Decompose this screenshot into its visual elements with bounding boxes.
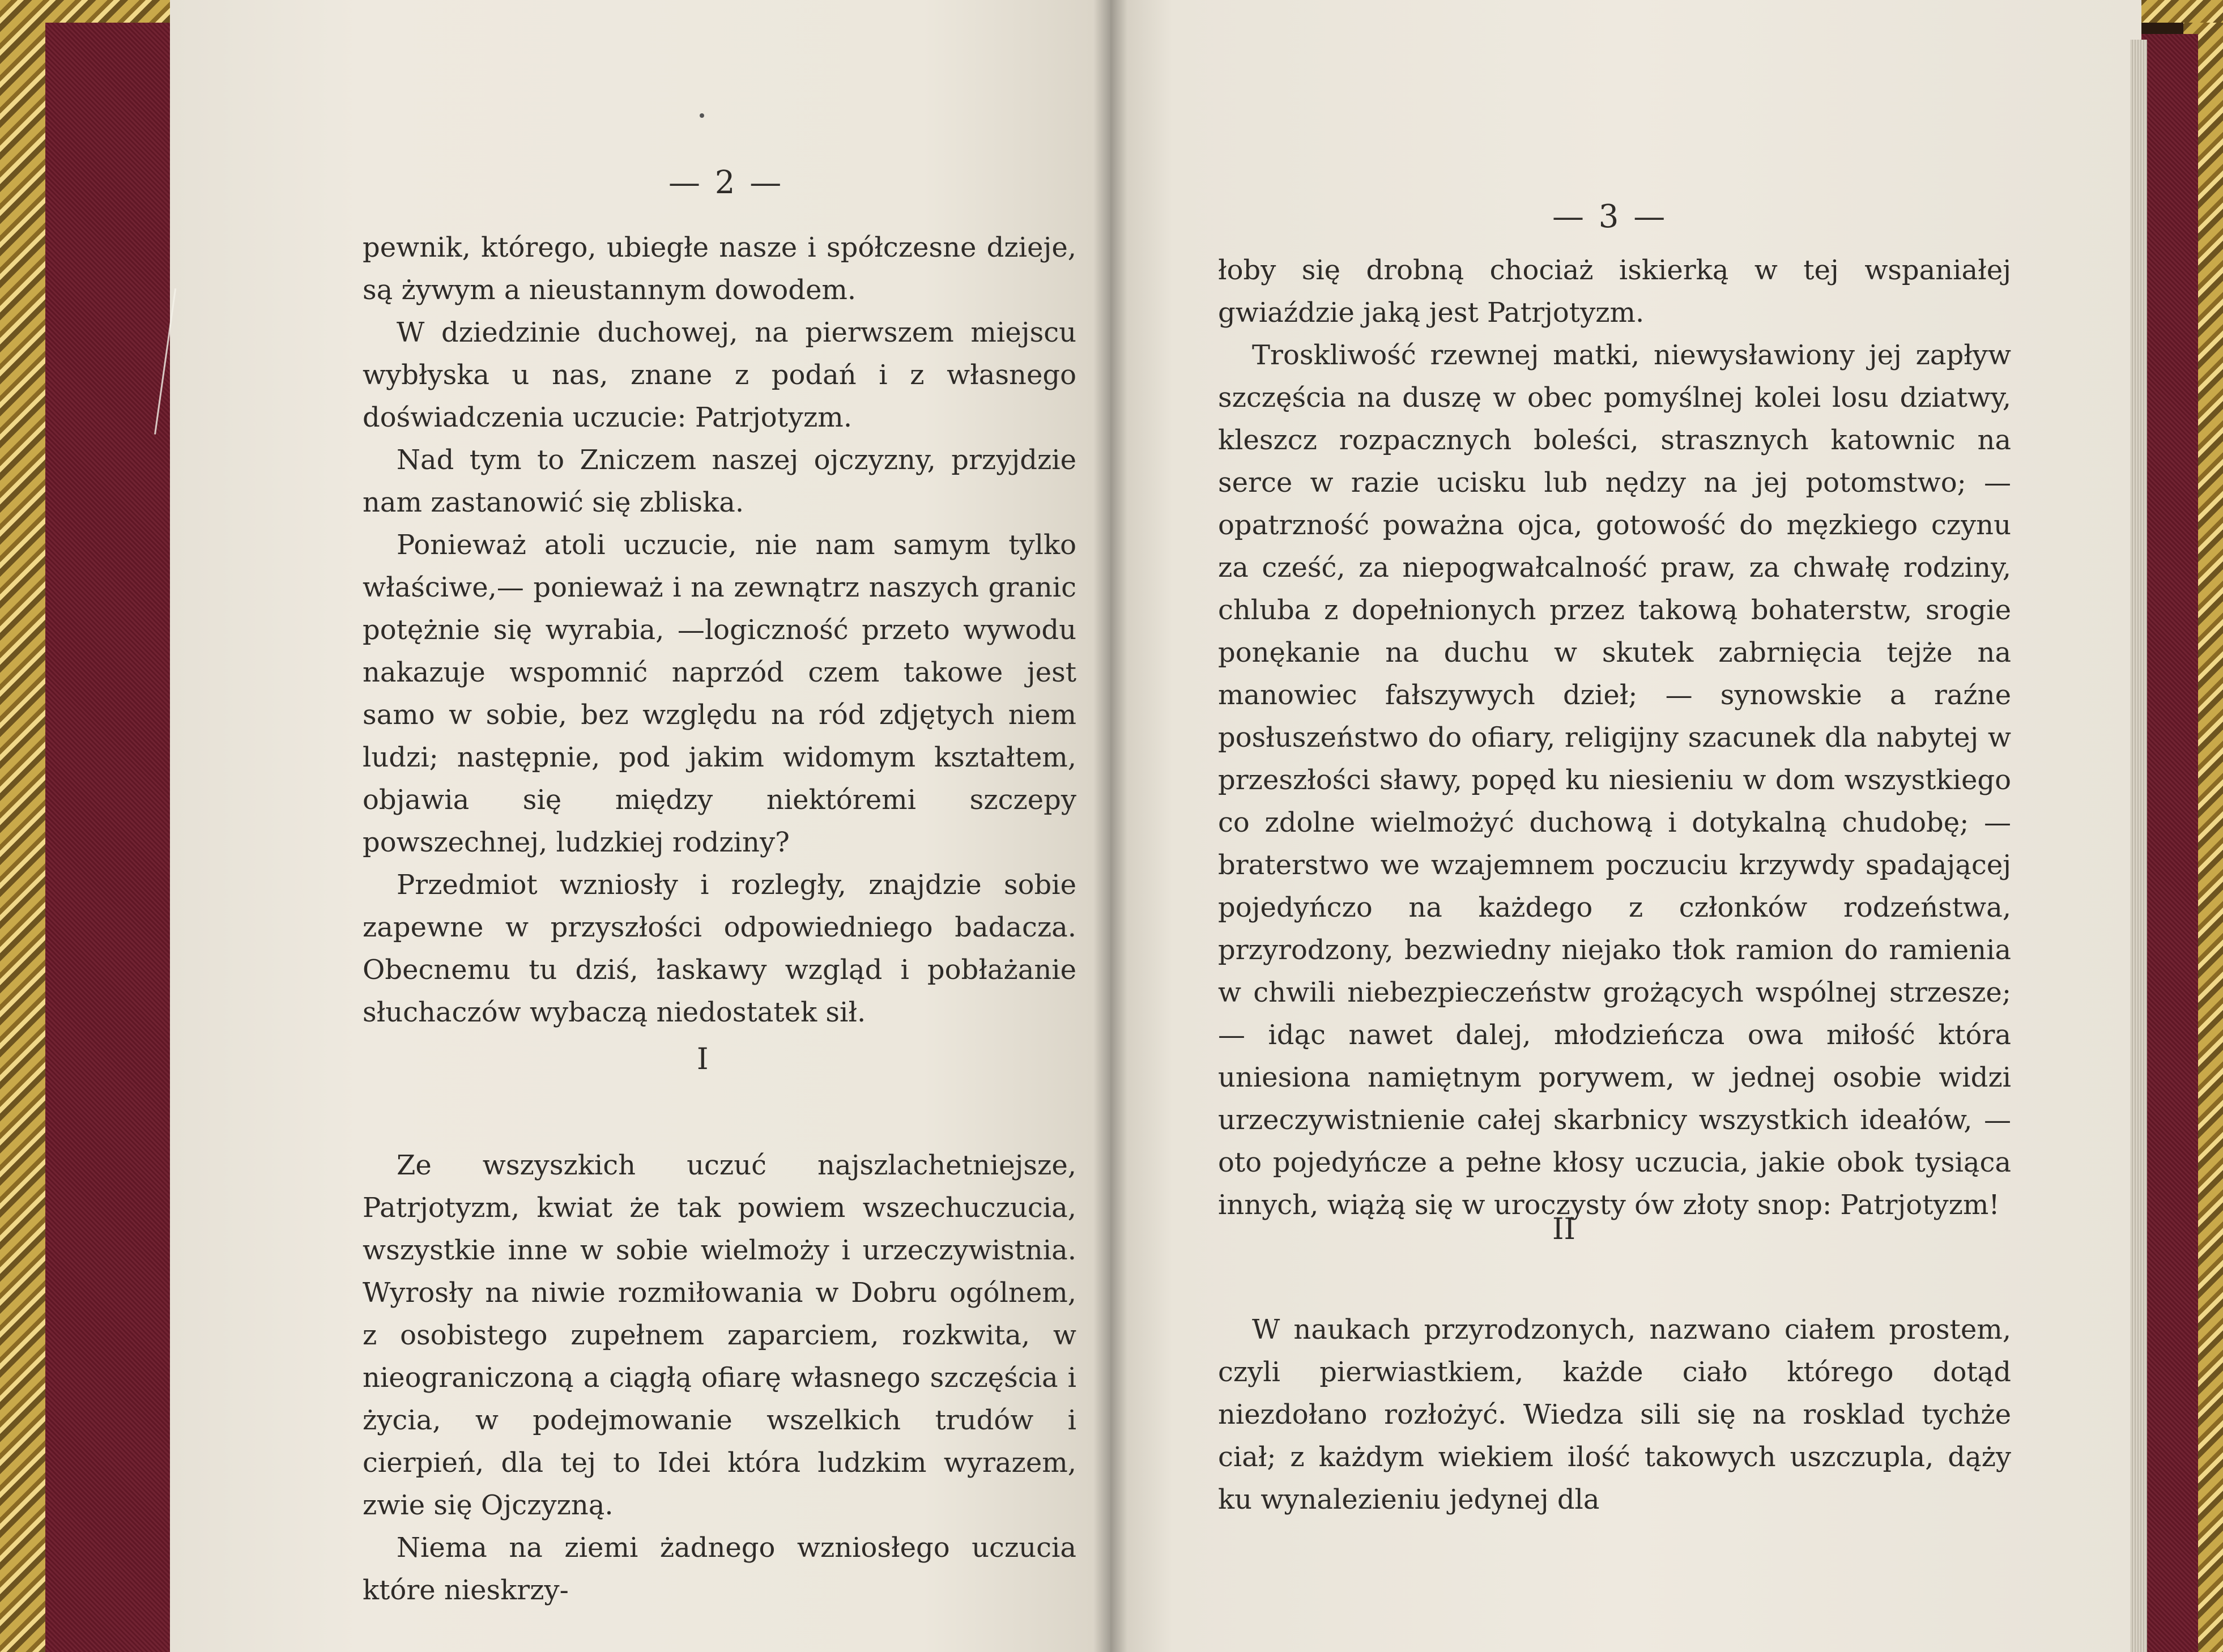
right-body-text bbox=[1218, 249, 2011, 1227]
paragraph: Przedmiot wzniosły i rozległy, znajdzie sobie zapewne w przyszłości odpowiedniego badacza. Obecnemu tu dziś, łaskawy wzgląd i pobłażanie słuchaczów wybaczą niedostatek sił. bbox=[363, 869, 1076, 1028]
paragraph: Nad tym to Zniczem naszej ojczyzny, przyjdzie nam zastanowić się zbliska. bbox=[363, 444, 1076, 518]
paragraph: Ponieważ atoli uczucie, nie nam samym tylko właściwe,— ponieważ i na zewnątrz naszych granic potężnie się wyrabia, —logiczność przeto wywodu nakazuje wspomnić naprzód czem takowe jest samo w sobie, bez względu na ród zdjętych niem ludzi; następnie, pod jakim widomym kształtem, objawia się między niektóremi szczepy powszechnej, ludzkiej rodziny? bbox=[363, 529, 1076, 858]
left-section-text bbox=[363, 1144, 1076, 1612]
paragraph: Troskliwość rzewnej matki, niewysławiony jej zapływ szczęścia na duszę w obec pomyślnej kolei losu dziatwy, kleszcz rozpacznych boleści, strasznych katownic na serce w razie ucisku lub nędzy na jej potomstwo; — opatrzność poważna ojca, gotowość do męzkiego czynu za cześć, za niepogwałcalność praw, za chwałę rodziny, chluba z dopełnionych przez takową bohaterstw, srogie ponękanie na duchu w skutek zabrnięcia tejże na manowiec fałszywych dzieł; — synowskie a raźne posłuszeństwo do ofiary, religijny szacunek dla nabytej w przeszłości sławy, popęd ku niesieniu w dom wszystkiego co zdolne wielmożyć duchową i dotykalną chudobę; — braterstwo we wzajemnem poczuciu krzywdy spadającej pojedyńczo na każdego z członków rodzeństwa, przyrodzony, bezwiedny niejako tłok ramion do ramienia w chwili niebezpieczeństw grożących wspólnej strzesze; — idąc nawet dalej, młodzieńcza owa miłość która uniesiona namiętnym porywem, w jednej osobie widzi urzeczywistnienie całej skarbnicy wszystkich ideałów, — oto pojedyńcze a pełne kłosy uczucia, jakie obok tysiąca innych, wiążą się w uroczysty ów złoty snop: Patrjotyzm! bbox=[1218, 339, 2011, 1221]
right-page bbox=[1110, 0, 2141, 1652]
right-section-text bbox=[1218, 1309, 2011, 1521]
page-number-left: — 2 — bbox=[668, 164, 784, 201]
section-heading-i: I bbox=[697, 1042, 709, 1076]
paragraph: Ze wszyszkich uczuć najszlachetniejsze, Patrjotyzm, kwiat że tak powiem wszechuczucia, wszystkie inne w sobie wielmoży i urzeczywistnia. Wyrosły na niwie rozmiłowania w Dobru ogólnem, z osobistego zupełnem zaparciem, rozkwita, w nieograniczoną a ciągłą ofiarę własnego szczęścia i życia, w podejmowanie wszelkich trudów i cierpień, dla tej to Idei która ludzkim wyrazem, zwie się Ojczyzną. bbox=[363, 1149, 1076, 1521]
section-heading-ii: II bbox=[1552, 1212, 1576, 1246]
page-edges bbox=[2130, 40, 2147, 1652]
paragraph: łoby się drobną chociaż iskierką w tej wspaniałej gwiaździe jaką jest Patrjotyzm. bbox=[1218, 254, 2011, 329]
left-body-text bbox=[363, 227, 1076, 1034]
paragraph: pewnik, którego, ubiegłe nasze i spółczesne dzieje, są żywym a nieustannym dowodem. bbox=[363, 232, 1076, 306]
ink-dot bbox=[700, 113, 704, 118]
page-number-right: — 3 — bbox=[1552, 198, 1668, 235]
binding-gold-edge-left bbox=[0, 0, 51, 1652]
book-gutter bbox=[1093, 0, 1127, 1652]
paragraph: Niema na ziemi żadnego wzniosłego uczucia które nieskrzy- bbox=[363, 1532, 1076, 1606]
paragraph: W dziedzinie duchowej, na pierwszem miejscu wybłyska u nas, znane z podań i z własnego doświadczenia uczucie: Patrjotyzm. bbox=[363, 317, 1076, 433]
left-page bbox=[170, 0, 1110, 1652]
paragraph: W naukach przyrodzonych, nazwano ciałem prostem, czyli pierwiastkiem, każde ciało którego dotąd niezdołano rozłożyć. Wiedza sili się na rosklad tychże ciał; z każdym wiekiem ilość takowych uszczupla, dąży ku wynalezieniu jedynej dla bbox=[1218, 1314, 2011, 1515]
